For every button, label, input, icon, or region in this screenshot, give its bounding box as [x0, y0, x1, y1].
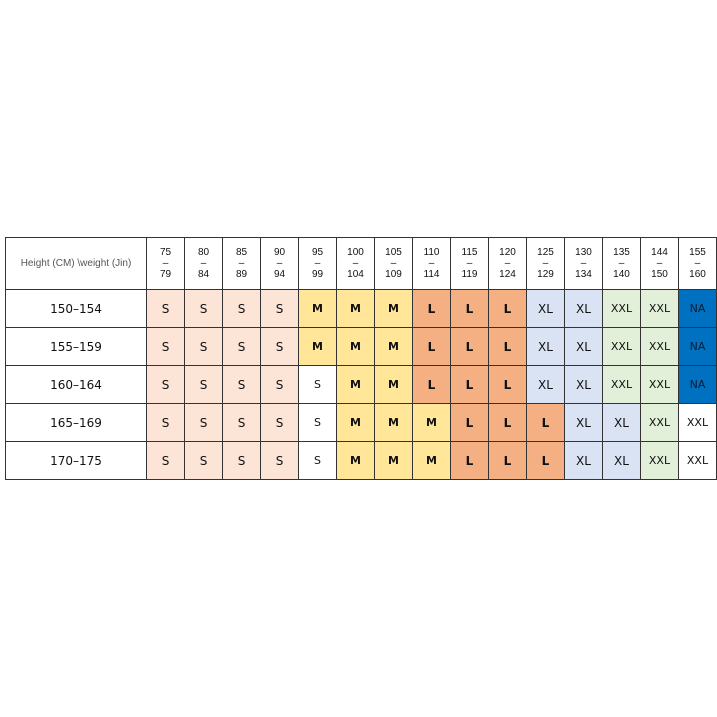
weight-range-header [147, 238, 185, 290]
size-cell: L [489, 442, 527, 480]
size-cell: NA [679, 328, 717, 366]
weight-range-dash: – [314, 258, 321, 269]
weight-range-header [261, 238, 299, 290]
weight-range-top: 75 [159, 247, 172, 258]
weight-range-header [489, 238, 527, 290]
weight-range-header [679, 238, 717, 290]
size-cell: XXL [603, 290, 641, 328]
weight-range-header [185, 238, 223, 290]
size-cell: S [185, 442, 223, 480]
weight-range-top: 90 [273, 247, 286, 258]
size-cell: S [223, 290, 261, 328]
weight-range-dash: – [238, 258, 245, 269]
weight-range-top: 120 [499, 247, 516, 258]
size-cell: S [147, 366, 185, 404]
size-cell: S [261, 290, 299, 328]
height-range-cell: 165–169 [6, 404, 147, 442]
size-cell: L [451, 366, 489, 404]
size-cell: XXL [603, 328, 641, 366]
size-cell: XL [565, 404, 603, 442]
weight-range-bottom: 119 [461, 269, 478, 280]
weight-range-top: 80 [197, 247, 210, 258]
weight-range-bottom: 124 [499, 269, 516, 280]
table-row [6, 366, 717, 404]
size-cell: XL [565, 328, 603, 366]
size-cell: M [413, 404, 451, 442]
header-row [6, 238, 717, 290]
size-cell: S [299, 404, 337, 442]
size-cell: NA [679, 366, 717, 404]
size-cell: S [147, 328, 185, 366]
size-cell: XXL [641, 442, 679, 480]
size-cell: L [489, 328, 527, 366]
size-cell: S [147, 442, 185, 480]
size-cell: L [413, 328, 451, 366]
weight-range-top: 125 [537, 247, 554, 258]
weight-range-bottom: 160 [689, 269, 706, 280]
weight-range-header [527, 238, 565, 290]
size-cell: S [223, 404, 261, 442]
size-cell: M [413, 442, 451, 480]
size-cell: L [451, 290, 489, 328]
weight-range-top: 100 [347, 247, 364, 258]
size-cell: XL [527, 290, 565, 328]
height-range-cell: 150–154 [6, 290, 147, 328]
size-cell: S [185, 404, 223, 442]
size-cell: XL [565, 290, 603, 328]
weight-range-dash: – [276, 258, 283, 269]
weight-range-dash: – [162, 258, 169, 269]
size-cell: L [489, 366, 527, 404]
weight-range-top: 110 [423, 247, 440, 258]
size-cell: L [413, 366, 451, 404]
table-row [6, 290, 717, 328]
weight-range-top: 155 [689, 247, 706, 258]
size-cell: XL [565, 442, 603, 480]
size-cell: M [299, 290, 337, 328]
weight-range-header [451, 238, 489, 290]
weight-range-bottom: 134 [575, 269, 592, 280]
weight-range-header [413, 238, 451, 290]
size-cell: L [489, 290, 527, 328]
weight-range-header [337, 238, 375, 290]
weight-range-top: 105 [385, 247, 402, 258]
size-cell: L [413, 290, 451, 328]
size-cell: XL [527, 328, 565, 366]
weight-range-dash: – [694, 258, 701, 269]
size-cell: L [527, 442, 565, 480]
size-cell: XL [603, 442, 641, 480]
weight-range-dash: – [618, 258, 625, 269]
size-cell: M [375, 404, 413, 442]
size-cell: S [185, 290, 223, 328]
size-cell: M [337, 404, 375, 442]
height-range-cell: 160–164 [6, 366, 147, 404]
weight-range-dash: – [656, 258, 663, 269]
height-range-cell: 170–175 [6, 442, 147, 480]
size-cell: XL [603, 404, 641, 442]
weight-range-bottom: 79 [159, 269, 172, 280]
weight-range-dash: – [390, 258, 397, 269]
size-cell: M [375, 366, 413, 404]
table-row [6, 442, 717, 480]
size-cell: XL [565, 366, 603, 404]
weight-range-bottom: 84 [197, 269, 210, 280]
weight-range-top: 115 [461, 247, 478, 258]
size-cell: XXL [641, 404, 679, 442]
weight-range-bottom: 150 [651, 269, 668, 280]
size-chart-table [5, 237, 717, 480]
size-cell: XXL [641, 366, 679, 404]
size-cell: M [375, 442, 413, 480]
corner-label: Height (CM) \weight (Jin) [6, 238, 147, 290]
size-cell: S [185, 328, 223, 366]
weight-range-top: 135 [613, 247, 630, 258]
weight-range-dash: – [580, 258, 587, 269]
size-cell: M [337, 366, 375, 404]
weight-range-header [565, 238, 603, 290]
weight-range-header [641, 238, 679, 290]
size-cell: M [375, 328, 413, 366]
size-cell: L [451, 328, 489, 366]
table-row [6, 404, 717, 442]
size-cell: S [261, 366, 299, 404]
size-cell: L [489, 404, 527, 442]
weight-range-dash: – [466, 258, 473, 269]
size-cell: S [299, 366, 337, 404]
weight-range-dash: – [542, 258, 549, 269]
weight-range-top: 144 [651, 247, 668, 258]
weight-range-bottom: 104 [347, 269, 364, 280]
size-cell: S [147, 290, 185, 328]
size-cell: XXL [641, 328, 679, 366]
weight-range-bottom: 140 [613, 269, 630, 280]
size-cell: S [147, 404, 185, 442]
size-cell: S [223, 442, 261, 480]
weight-range-dash: – [428, 258, 435, 269]
size-cell: M [337, 442, 375, 480]
size-cell: S [261, 442, 299, 480]
weight-range-header [299, 238, 337, 290]
weight-range-dash: – [504, 258, 511, 269]
size-cell: XXL [603, 366, 641, 404]
weight-range-bottom: 94 [273, 269, 286, 280]
size-cell: M [337, 328, 375, 366]
size-cell: S [261, 404, 299, 442]
size-cell: S [185, 366, 223, 404]
weight-range-dash: – [200, 258, 207, 269]
size-cell: S [261, 328, 299, 366]
size-cell: M [375, 290, 413, 328]
size-cell: XXL [679, 404, 717, 442]
height-range-cell: 155–159 [6, 328, 147, 366]
size-cell: M [337, 290, 375, 328]
size-cell: L [527, 404, 565, 442]
table-body [6, 290, 717, 480]
weight-range-header [375, 238, 413, 290]
weight-range-dash: – [352, 258, 359, 269]
table-row [6, 328, 717, 366]
size-cell: S [223, 366, 261, 404]
size-cell: S [299, 442, 337, 480]
weight-range-header [223, 238, 261, 290]
weight-range-top: 85 [235, 247, 248, 258]
weight-range-bottom: 109 [385, 269, 402, 280]
weight-range-bottom: 89 [235, 269, 248, 280]
weight-range-bottom: 99 [311, 269, 324, 280]
weight-range-bottom: 114 [423, 269, 440, 280]
weight-range-top: 95 [311, 247, 324, 258]
size-cell: L [451, 442, 489, 480]
size-cell: XXL [679, 442, 717, 480]
size-cell: XXL [641, 290, 679, 328]
size-cell: S [223, 328, 261, 366]
weight-range-bottom: 129 [537, 269, 554, 280]
size-cell: XL [527, 366, 565, 404]
weight-range-top: 130 [575, 247, 592, 258]
size-cell: NA [679, 290, 717, 328]
size-cell: L [451, 404, 489, 442]
weight-range-header [603, 238, 641, 290]
size-cell: M [299, 328, 337, 366]
